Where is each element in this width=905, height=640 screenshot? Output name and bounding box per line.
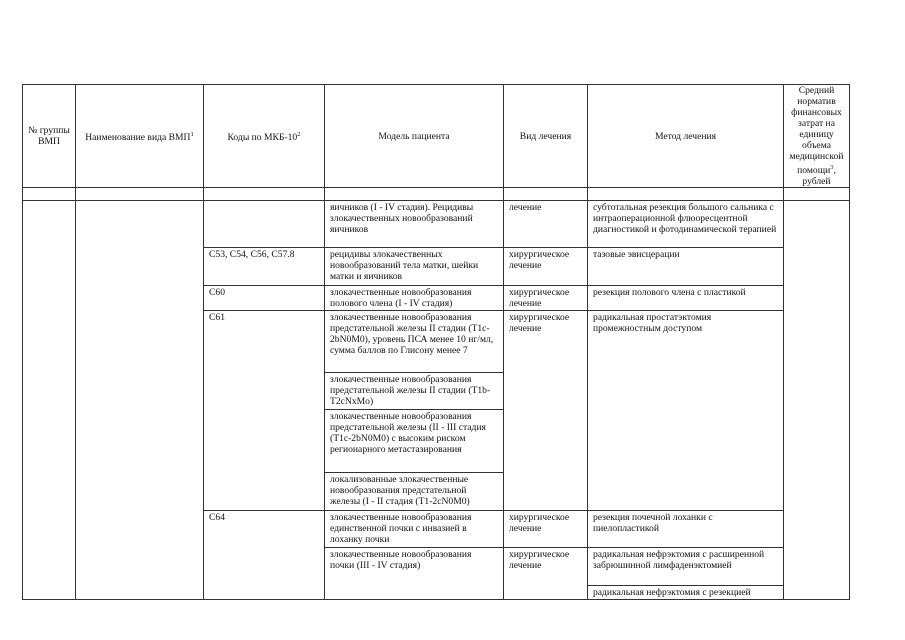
spacer-cell bbox=[204, 188, 325, 201]
model-cell: злокачественные новообразования единственной почки с инвазией в лоханку почки bbox=[325, 511, 504, 548]
method-cell: субтотальная резекция большого сальника с интраоперационной флюоресцентной диагностикой и фотодинамической терапией bbox=[588, 201, 784, 248]
method-cell: резекция почечной лоханки с пиелопластикой bbox=[588, 511, 784, 548]
method-cell: тазовые эвисцерации bbox=[588, 248, 784, 286]
spacer-cell bbox=[588, 188, 784, 201]
spacer-cell bbox=[504, 188, 588, 201]
header-method: Метод лечения bbox=[588, 85, 784, 188]
header-codes bbox=[204, 85, 325, 188]
spacer-cell bbox=[784, 188, 850, 201]
treatment-cell: хирургическое лечение bbox=[504, 311, 588, 511]
name-cell bbox=[76, 201, 204, 600]
header-treatment: Вид лечения bbox=[504, 85, 588, 188]
header-cost bbox=[784, 85, 850, 188]
model-cell: локализованные злокачественные новообразования предстательной железы (I - II стадия (T1-2cN0M0) bbox=[325, 473, 504, 511]
codes-cell bbox=[204, 201, 325, 248]
header-codes-text: Коды по МКБ-10 bbox=[227, 132, 298, 144]
codes-cell: C53, C54, C56, C57.8 bbox=[204, 248, 325, 286]
model-cell: яичников (I - IV стадия). Рецидивы злокачественных новообразований яичников bbox=[325, 201, 504, 248]
model-cell: злокачественные новообразования предстательной железы II стадии (T1b-T2cNxMo) bbox=[325, 373, 504, 410]
treatment-cell: хирургическое лечение bbox=[504, 511, 588, 548]
codes-cell: C61 bbox=[204, 311, 325, 511]
header-model: Модель пациента bbox=[325, 85, 504, 188]
header-codes-sup: 2 bbox=[297, 131, 301, 138]
treatment-cell: хирургическое лечение bbox=[504, 248, 588, 286]
header-group: № группы ВМП bbox=[23, 85, 76, 188]
treatment-cell: лечение bbox=[504, 201, 588, 248]
header-name-text: Наименование вида ВМП bbox=[85, 132, 191, 144]
spacer-row bbox=[23, 188, 850, 201]
spacer-cell bbox=[76, 188, 204, 201]
codes-cell: C60 bbox=[204, 286, 325, 311]
model-cell: злокачественные новообразования предстательной железы II стадии (T1c-2bN0M0), уровень ПСА менее 10 нг/мл, сумма баллов по Глисону менее 7 bbox=[325, 311, 504, 373]
method-cell: радикальная нефрэктомия с расширенной забрюшинной лимфаденэктомией bbox=[588, 548, 784, 586]
treatment-cell: хирургическое лечение bbox=[504, 286, 588, 311]
group-cell bbox=[23, 201, 76, 600]
header-row bbox=[23, 85, 850, 188]
spacer-cell bbox=[325, 188, 504, 201]
spacer-cell bbox=[23, 188, 76, 201]
codes-cell: C64 bbox=[204, 511, 325, 600]
header-cost-sup: 3 bbox=[830, 164, 834, 171]
model-cell: злокачественные новообразования почки (III - IV стадия) bbox=[325, 548, 504, 600]
method-cell: радикальная нефрэктомия с резекцией bbox=[588, 586, 784, 600]
model-cell: злокачественные новообразования предстательной железы (II - III стадия (T1c-2bN0M0) с высоким риском регионарного метастазирования bbox=[325, 410, 504, 473]
cost-cell bbox=[784, 201, 850, 600]
header-cost-tail: , рублей bbox=[802, 165, 836, 188]
model-cell: злокачественные новообразования полового члена (I - IV стадия) bbox=[325, 286, 504, 311]
method-cell: радикальная простатэктомия промежностным доступом bbox=[588, 311, 784, 511]
header-name-sup: 1 bbox=[190, 131, 194, 138]
table-row bbox=[23, 201, 850, 248]
header-name bbox=[76, 85, 204, 188]
method-cell: резекция полового члена с пластикой bbox=[588, 286, 784, 311]
treatment-table bbox=[22, 84, 850, 600]
model-cell: рецидивы злокачественных новообразований тела матки, шейки матки и яичников bbox=[325, 248, 504, 286]
treatment-cell: хирургическое лечение bbox=[504, 548, 588, 600]
header-cost-text: Средний норматив финансовых затрат на единицу объема медицинской помощи bbox=[789, 85, 844, 177]
